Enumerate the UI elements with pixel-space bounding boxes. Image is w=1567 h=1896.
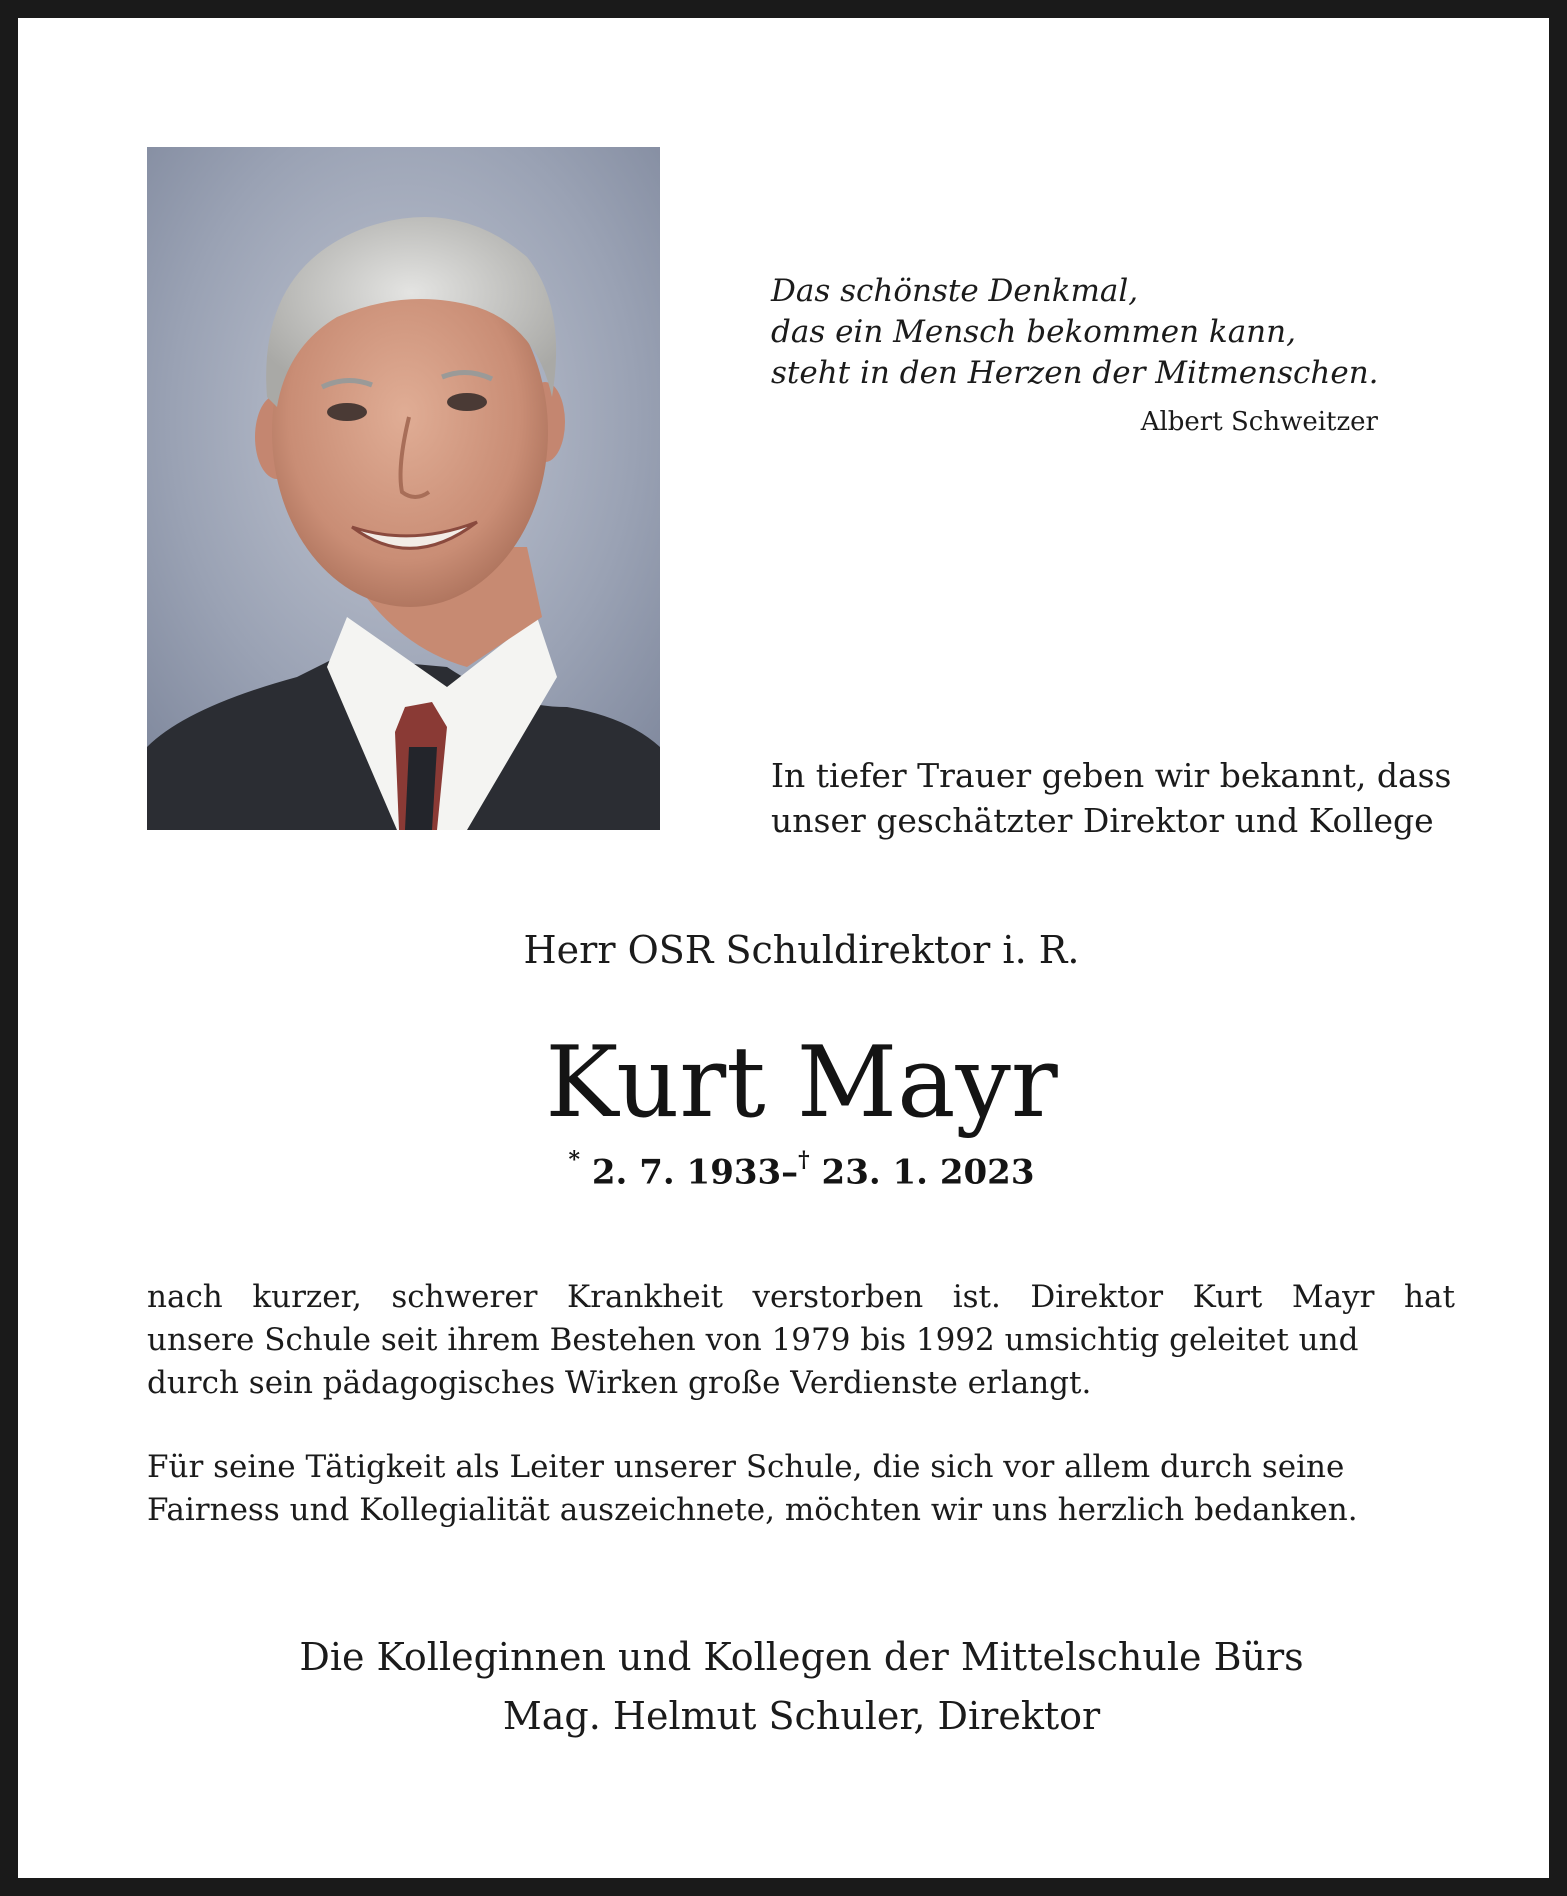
quote-line: Das schönste Denkmal,: [771, 273, 1139, 309]
word: ist.: [952, 1279, 1001, 1315]
body-line-justified: [147, 1276, 1455, 1319]
word: Mayr: [1291, 1279, 1375, 1315]
word: verstorben: [752, 1279, 924, 1315]
body-line: Für seine Tätigkeit als Leiter unserer Schule, die sich vor allem durch seine: [147, 1449, 1345, 1485]
deceased-name: Kurt Mayr: [545, 1026, 1058, 1140]
death-symbol: †: [798, 1147, 810, 1173]
word: nach: [147, 1279, 223, 1315]
deceased-title: Herr OSR Schuldirektor i. R.: [523, 928, 1080, 972]
signature-line-2: Mag. Helmut Schuler, Direktor: [502, 1694, 1101, 1738]
word: Krankheit: [567, 1279, 723, 1315]
intro-line: In tiefer Trauer geben wir bekannt, dass: [771, 756, 1452, 795]
word: Kurt: [1192, 1279, 1263, 1315]
quote-line: das ein Mensch bekommen kann,: [771, 314, 1296, 350]
word: hat: [1404, 1279, 1455, 1315]
death-date: 23. 1. 2023: [821, 1152, 1035, 1193]
body-line: unsere Schule seit ihrem Bestehen von 1979 bis 1992 umsichtig geleitet und: [147, 1322, 1359, 1358]
intro-text: [771, 753, 1491, 843]
quote: [771, 271, 1411, 394]
quote-line: steht in den Herzen der Mitmenschen.: [771, 355, 1379, 391]
signature-line-1: Die Kolleginnen und Kollegen der Mittelschule Bürs: [299, 1635, 1304, 1679]
body-paragraph-2: [147, 1446, 1455, 1532]
body-line: durch sein pädagogisches Wirken große Verdienste erlangt.: [147, 1365, 1092, 1401]
birth-date: 2. 7. 1933: [591, 1152, 782, 1193]
word: schwerer: [391, 1279, 538, 1315]
word: Direktor: [1030, 1279, 1164, 1315]
birth-symbol: *: [568, 1147, 581, 1173]
intro-line: unser geschätzter Direktor und Kollege: [771, 801, 1434, 840]
date-separator: –: [781, 1152, 799, 1193]
body-paragraph-1: [147, 1276, 1455, 1405]
quote-author: Albert Schweitzer: [1140, 407, 1378, 437]
word: kurzer,: [252, 1279, 362, 1315]
life-dates: [18, 1147, 1567, 1193]
body-line: Fairness und Kollegialität auszeichnete, möchten wir uns herzlich bedanken.: [147, 1492, 1358, 1528]
portrait-photo: [147, 147, 660, 830]
